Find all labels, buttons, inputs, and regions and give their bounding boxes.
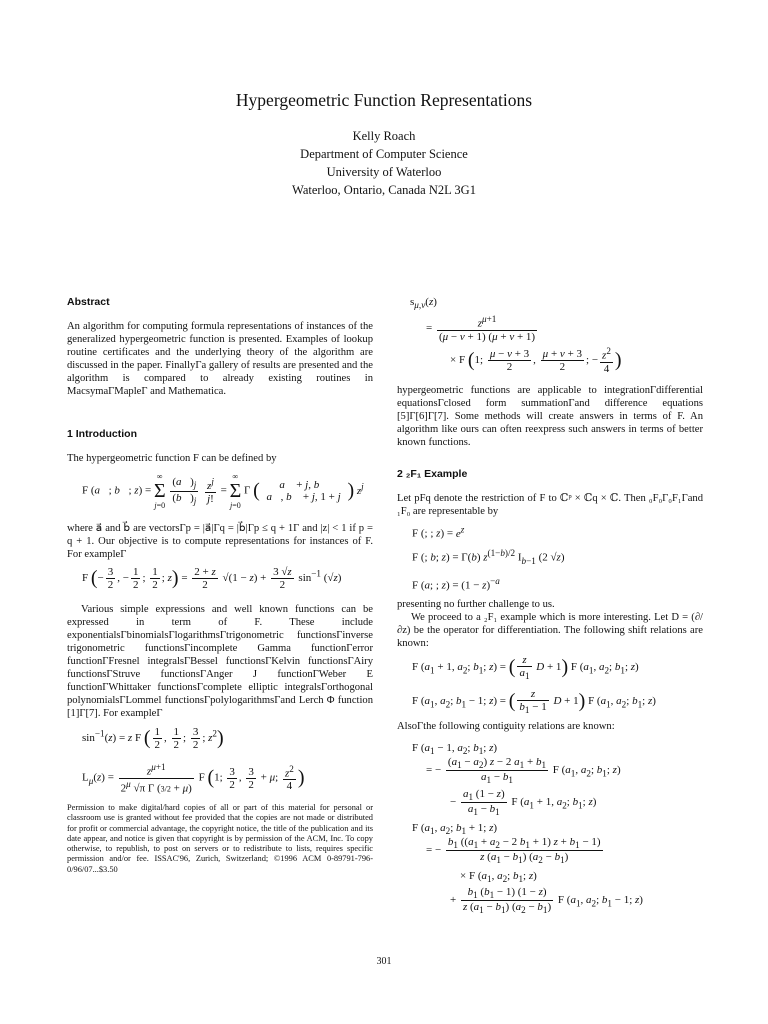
contiguity-1-lhs: F ($a_1 - 1$, $a_2$; $b_1$; z) [412,742,498,757]
lommel-equation-f: × F (1; $\frac{\mu - \nu + 3}{2}$ , $\frac{\mu + \nu + 3}{2}$ ; − $\frac{z^2}{4}$ ) [450,346,622,375]
eq-0F0: F (; ; $z) = e^z$ [412,524,465,540]
contiguity-1-term2: − $\frac{a_1 (1 - z)}{a_1 - b_1}$ F ($a_1 + 1$, $a_2$; $b_1$; z) [450,788,597,818]
col2-paragraph-1: hypergeometric functions are applicable to integrationΓdifferential equationsΓclosed form summationΓand difference equations [5]Γ[6]Γ[7]. Some methods will create answers in terms of F. An algorithm like ours can often reexpress such answers in terms of better known functions. [397,385,703,448]
abstract-heading: Abstract [67,296,110,308]
contiguity-2-f: × F ($a_1$, $a_2$; $b_1$; z) [460,870,537,885]
lommel-equation-lhs: $s_{\mu,\nu}(z)$ [410,296,437,311]
affiliation-university: University of Waterloo [326,165,442,179]
col2-paragraph-3: presenting no further challenge to us. [397,599,555,610]
section2-heading: 2 ₂F₁ Example [397,468,468,480]
col2-paragraph-4: We proceed to a ₂F₁ example which is more interesting. Let D = (∂/∂z) be the operator for differentiation. The following shift relations are known: [397,612,703,649]
intro-paragraph-3: Various simple expressions and well known functions can be expressed in term of F. These include exponentialsΓbinomialsΓlogarithmsΓtrigonometric functionsΓinverse trigonometric functionsΓincomplete Gamma functionΓerror functionΓFresnel integralsΓBessel functionsΓKelvin functionsΓAiry functionsΓStruve functionsΓAnger J functionΓWeber E functionΓWhittaker functionsΓcomplete elliptic integralsΓorthogonal polynomialsΓLommel functionsΓpolylogarithmsΓand Lerch Φ function [1]Γ[7]. For exampleΓ [67,604,373,719]
copyright-footnote: Permission to make digital/hard copies of all or part of this material for personal or classroom use is granted without fee provided that the copies are not made or distributed for profit or commercial advantage, the copyright notice, the title of the publication and its date appear, and notice is given that copyright is by permission of the ACM, Inc. To copy otherwise, to republish, to post on servers or to redistribute to lists, requires specific permission and/or fee. ISSAC'96, Zurich, Switzerland; ©1996 ACM 0-89791-796-0/96/07...$3.50 [67,803,373,874]
contiguity-2-term2: + $\frac{b_1 (b_1 - 1) (1 - z)}{z (a_1 - b_1) (a_2 - b_1)}$ F ($a_1$, $a_2$; $b_1 - 1$; z) [450,886,643,916]
col2-paragraph-2: Let pFq denote the restriction of F to ℂᵖ × ℂq × ℂ. Then ₀F₀Γ₀F₁Γand ₁F₀ are representable by [397,493,703,517]
intro-paragraph-2: where a⃗ and b⃗ are vectorsΓp = |a⃗|Γq = |b⃗|Γp ≤ q + 1Γ and |z| < 1 if p = q + 1. Our objective is to compute representations for instances of F. For exampleΓ [67,523,373,560]
intro-paragraph-1: The hypergeometric function F can be defined by [67,453,277,464]
contiguity-1-term1: = − $\frac{(a_1 - a_2) z - 2 a_1 + b_1}{a_1 - b_1}$ F ($a_1$, $a_2$; $b_1$; z) [426,756,621,786]
contiguity-2-lhs: F ($a_1$, $a_2$; $b_1 + 1$; z) [412,822,498,837]
page-number: 301 [376,956,392,967]
arcsin-equation: $\sin^{-1}(z) = z$ F ( $\frac{1}{2}$ , $\frac{1}{2}$ ; $\frac{3}{2}$ ; $z^2$) [82,726,224,751]
definition-equation: F (a⃗; b⃗; z) = ∞ Σ j=0 $\frac{(a⃗)_j}{(b⃗)_j}$ $\frac{z^j}{j!}$ = ∞ Σ j=0 Γ ( a⃗ + j, b⃗ a⃗, b⃗ + j, 1 + j ) $z^j$ [82,472,364,510]
affiliation-address: Waterloo, Ontario, Canada N2L 3G1 [292,183,476,197]
shift-relation-1: F ($a_1 + 1$, $a_2$; $b_1$; z) = ( $\frac{z}{a_1}$ D + 1) F ($a_1$, $a_2$; $b_1$; z) [412,654,639,682]
eq-0F1: F (; b; z) = Γ(b) $z^{(1-b)/2}$ $I_{b-1}$ (2 √z) [412,548,565,566]
shift-relation-2: F ($a_1$, $a_2$; $b_1 - 1$; z) = ( $\frac{z}{b_1 - 1}$ D + 1) F ($a_1$, $a_2$; $b_1$; z) [412,688,656,716]
contiguity-2-term1: = − $\frac{b_1 ((a_1 + a_2 - 2 b_1 + 1) z + b_1 - 1)}{z (a_1 - b_1) (a_2 - b_1)}$ [426,836,601,866]
example-equation: F (− $\frac{3}{2}$ , − $\frac{1}{2}$ ; $\frac{1}{2}$ ; z) = $\frac{2 + z}{2}$ √(1 − z) + $\frac{3 √z}{2}$ $\sin^{-1} (√z)$ [82,566,342,591]
col2-paragraph-5: AlsoΓthe following contiguity relations are known: [397,721,615,732]
struve-equation: $L_\mu(z)$ = $\frac{z^{\mu+1}}{2^\mu √\pi \Gamma (3/2 + \mu)}$ F (1; $\frac{3}{2}$ , $\frac{3}{2}$ + μ; $\frac{z^2}{4}$ ) [82,762,305,795]
lommel-equation-fraction: = $\frac{z^{\mu+1}}{(\mu - \nu + 1) (\mu + \nu + 1)}$ [426,314,536,343]
author-name: Kelly Roach [352,129,416,143]
intro-heading: 1 Introduction [67,428,137,440]
paper-title: Hypergeometric Function Representations [235,90,533,110]
affiliation-dept: Department of Computer Science [300,147,468,161]
abstract-text: An algorithm for computing formula representations of instances of the generalized hypergeometric function is presented. Examples of lookup routine certificates and the underlying theory of the algorithm are discussed in the paper. FinallyΓa gallery of results are presented and the algorithm is compared to already existing routines in MacsymaΓMapleΓ and Mathematica. [67,321,373,397]
eq-1F0: F (a; ; $z) = (1 - z)^{-a}$ [412,576,500,592]
